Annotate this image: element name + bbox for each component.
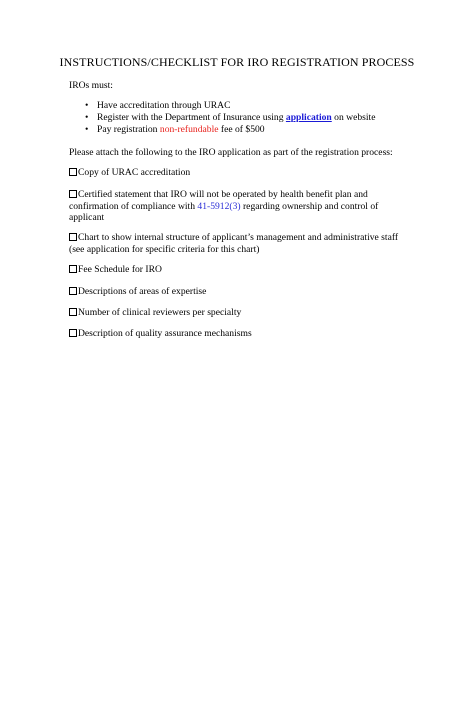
requirement-register-suffix: on website bbox=[331, 112, 376, 123]
application-link[interactable]: application bbox=[285, 112, 332, 123]
requirement-register-prefix: Register with the Department of Insurance using bbox=[97, 112, 286, 123]
list-item bbox=[69, 112, 375, 124]
requirements-list bbox=[69, 100, 375, 136]
checklist-item-expertise bbox=[69, 286, 409, 298]
checkbox[interactable] bbox=[69, 233, 77, 241]
checklist-item-org-chart bbox=[69, 232, 409, 255]
checklist-label: Number of clinical reviewers per specialty bbox=[78, 307, 242, 318]
requirement-fee-prefix: Pay registration bbox=[97, 124, 160, 135]
bullet-icon: • bbox=[85, 100, 89, 111]
page-title: INSTRUCTIONS/CHECKLIST FOR IRO REGISTRATION PROCESS bbox=[59, 55, 415, 69]
checklist-item-quality-assurance bbox=[69, 328, 409, 340]
checklist-label-suffix: regarding ownership and control of applicant bbox=[69, 200, 379, 224]
statute-reference: 41-5912(3) bbox=[197, 200, 241, 212]
checklist-item-fee-schedule bbox=[69, 264, 409, 276]
checklist-label: Description of quality assurance mechanisms bbox=[78, 328, 252, 339]
checkbox[interactable] bbox=[69, 329, 77, 337]
checkbox[interactable] bbox=[69, 190, 77, 198]
checklist-label: Certified statement that IRO will not be operated by health benefit plan and confirmation of compliance with bbox=[69, 189, 368, 212]
checklist-label: Chart to show internal structure of applicant’s management and administrative staff (see application for specific criteria for this chart) bbox=[69, 232, 399, 255]
checkbox[interactable] bbox=[69, 308, 77, 316]
bullet-icon: • bbox=[85, 124, 89, 135]
non-refundable-text: non-refundable bbox=[159, 124, 219, 135]
checklist-label: Fee Schedule for IRO bbox=[78, 264, 162, 275]
checklist-item-urac bbox=[69, 167, 409, 179]
checkbox[interactable] bbox=[69, 287, 77, 295]
requirement-accreditation: Have accreditation through URAC bbox=[97, 100, 231, 111]
bullet-icon: • bbox=[85, 112, 89, 123]
intro-text: IROs must: bbox=[69, 80, 113, 91]
list-item bbox=[69, 124, 375, 136]
attach-instructions: Please attach the following to the IRO application as part of the registration process: bbox=[69, 147, 393, 158]
checklist-item-certified-statement bbox=[69, 189, 409, 224]
checklist-label: Copy of URAC accreditation bbox=[78, 167, 191, 178]
checklist-label: Descriptions of areas of expertise bbox=[78, 286, 207, 297]
requirement-fee-suffix: fee of $500 bbox=[218, 124, 265, 135]
checkbox[interactable] bbox=[69, 265, 77, 273]
list-item bbox=[69, 100, 375, 112]
checklist-item-clinical-reviewers bbox=[69, 307, 409, 319]
checkbox[interactable] bbox=[69, 168, 77, 176]
